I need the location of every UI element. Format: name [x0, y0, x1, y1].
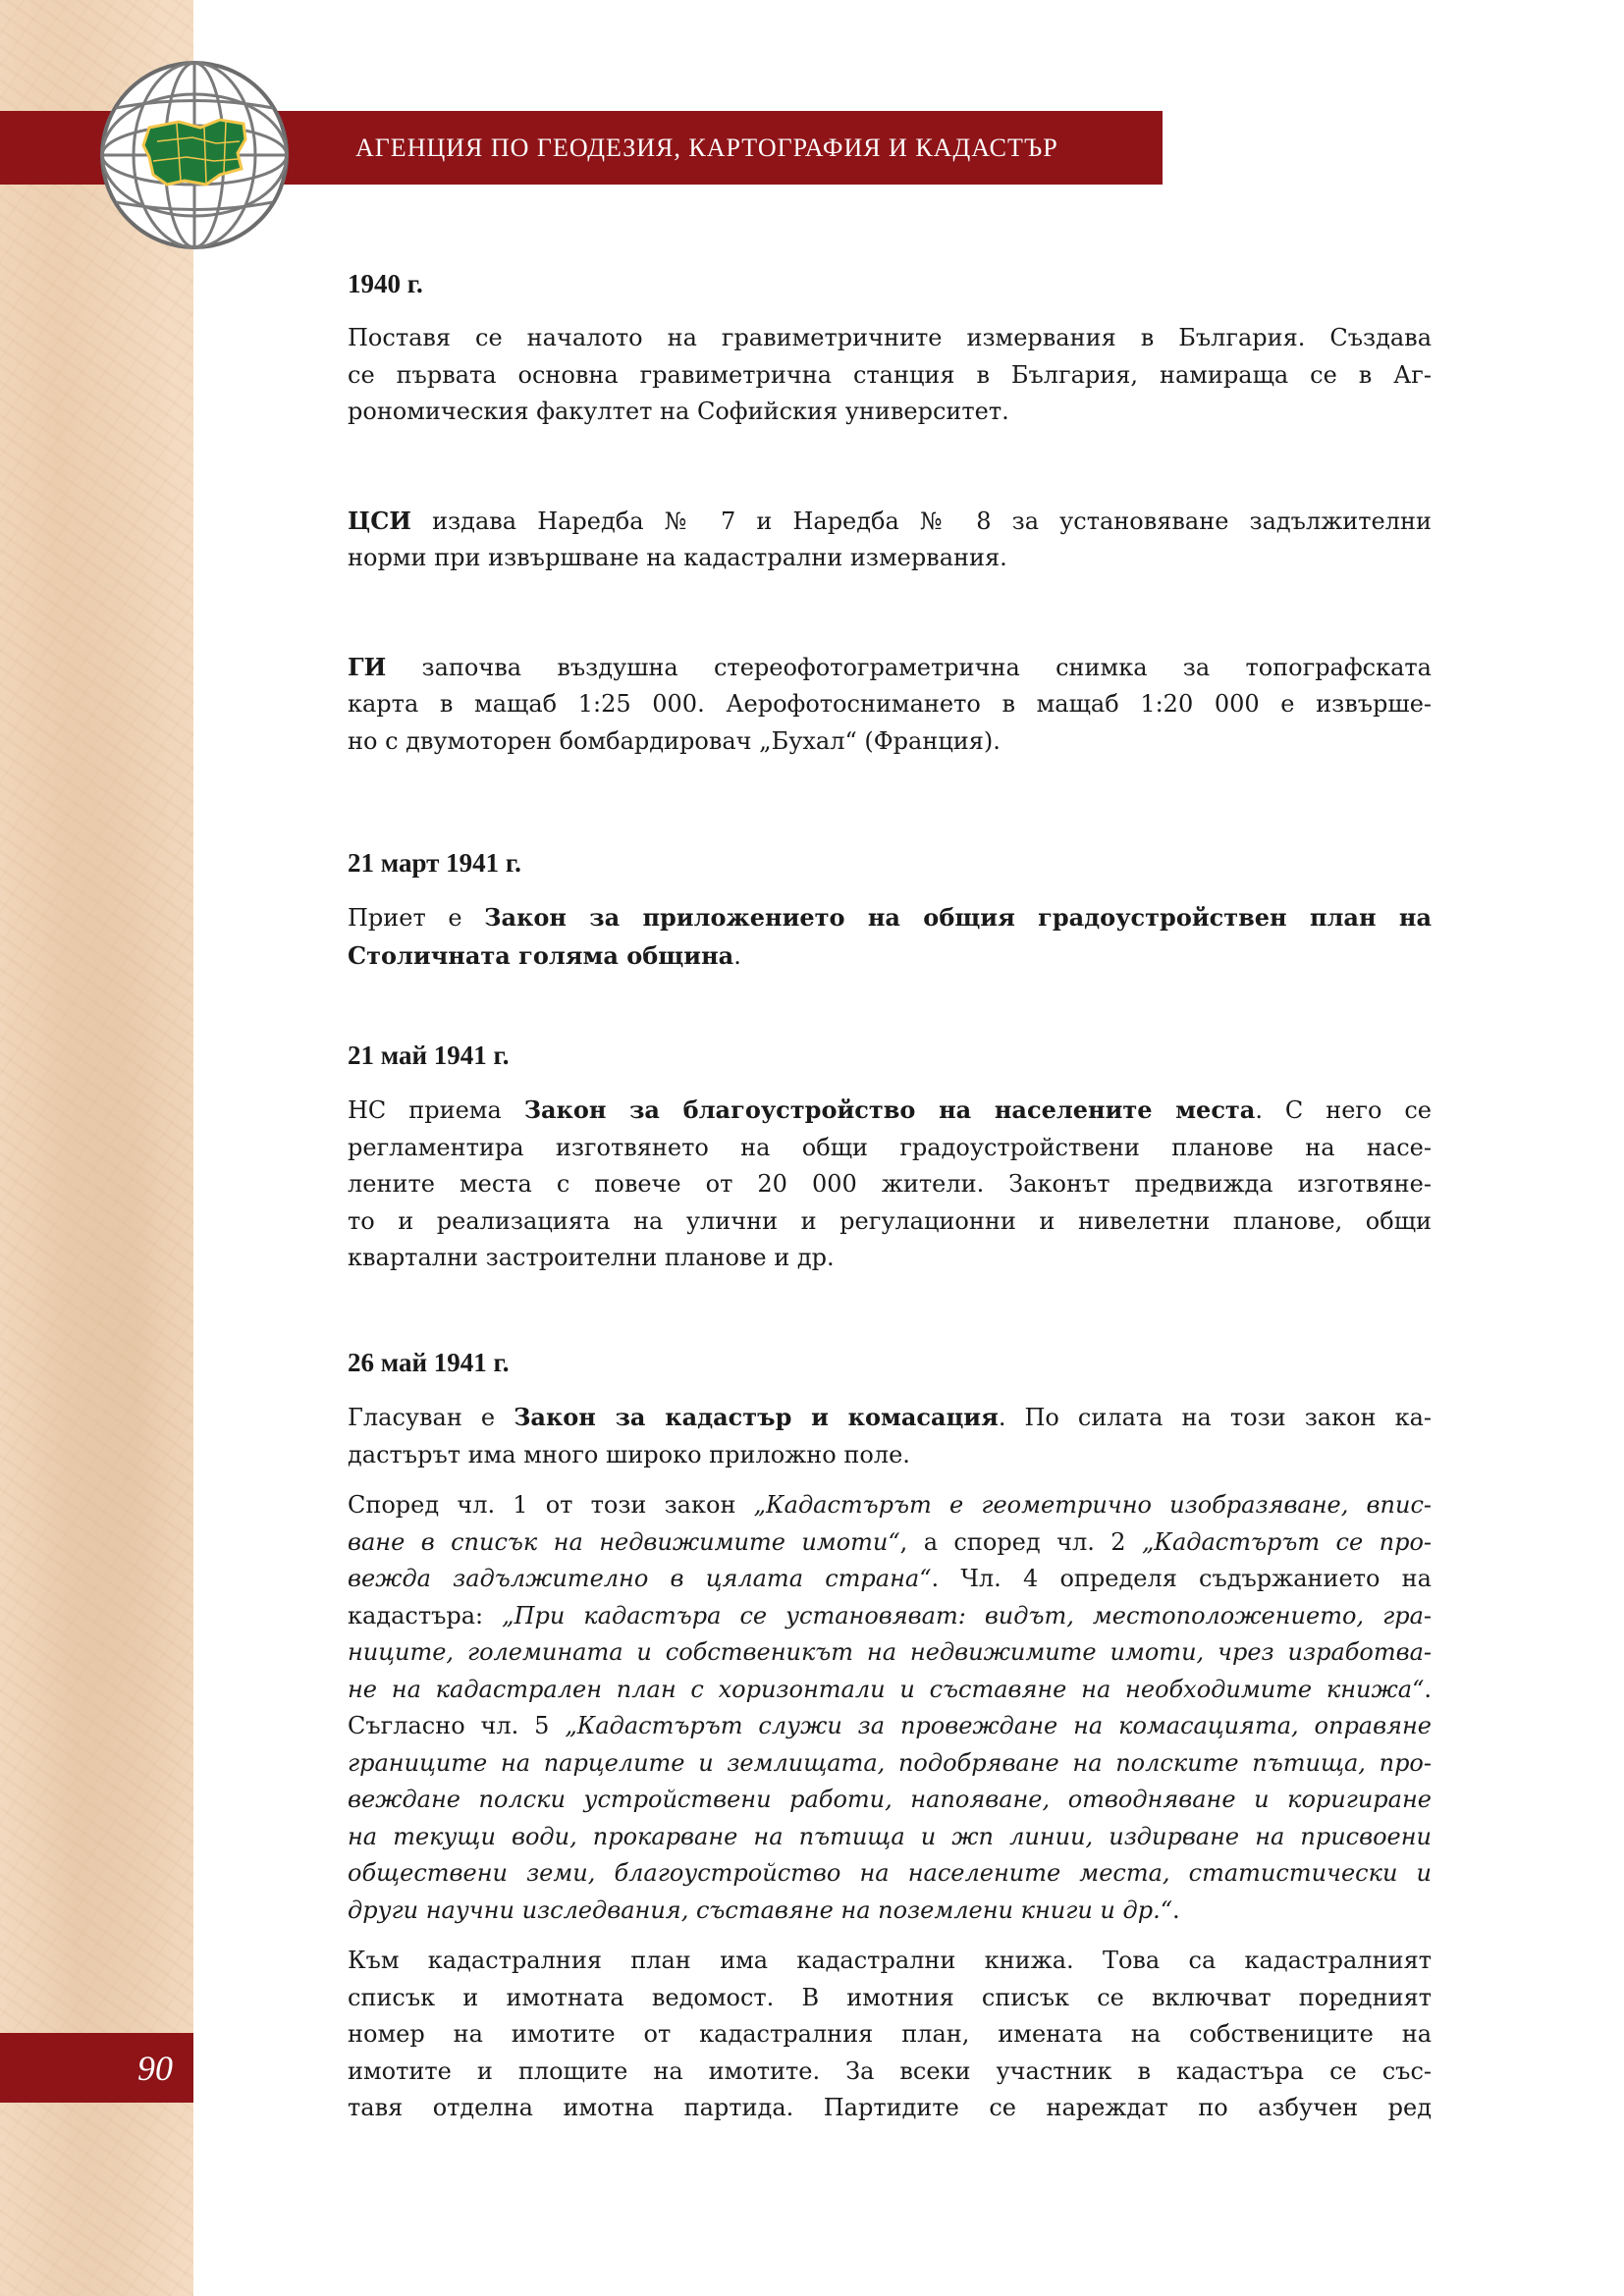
paragraph [348, 503, 1432, 577]
text-line: НС приема Закон за благоустройство на населените места. С него се [348, 1095, 1432, 1124]
section-heading: 1940 г. [348, 269, 423, 298]
text-line: но с двумоторен бомбардировач „Бухал“ (Франция). [348, 726, 1001, 755]
text-line: веждане полски устройствени работи, напояване, отводняване и коригиране [348, 1786, 1432, 1813]
text-line: Към кадастралния план има кадастрални книжа. Това са кадастралният [348, 1947, 1432, 1974]
text-line: ване в списък на недвижимите имоти“, а според чл. 2 „Кадастърът се про- [348, 1527, 1432, 1556]
text-line: Според чл. 1 от този закон „Кадастърът е геометрично изобразяване, впис- [348, 1491, 1432, 1519]
text-line: на текущи води, прокарване на пътища и жп линии, издирване на присвоени [348, 1822, 1432, 1850]
text-line: рономическия факултет на Софийския университет. [348, 398, 1009, 425]
agency-title: АГЕНЦИЯ ПО ГЕОДЕЗИЯ, КАРТОГРАФИЯ И КАДАСТЪР [355, 133, 1058, 162]
section-heading: 21 май 1941 г. [348, 1041, 510, 1070]
text-line: Столичната голяма община. [348, 940, 741, 970]
text-line: лените места с повече от 20 000 жители. Законът предвижда изготвяне- [348, 1170, 1432, 1198]
text-line: ниците, големината и собственикът на недвижимите имоти, чрез изработва- [348, 1638, 1432, 1666]
paragraph [348, 1487, 1432, 1929]
section-heading: 21 март 1941 г. [348, 848, 521, 878]
text-line: регламентира изготвянето на общи градоустройствени планове на насе- [348, 1133, 1432, 1161]
text-line: имотите и площите на имотите. За всеки участник в кадастъра се със- [348, 2056, 1432, 2085]
text-line: то и реализацията на улични и регулационни и нивелетни планове, общи [348, 1206, 1432, 1235]
text-line: ГИ започва въздушна стереофотограметрична снимка за топографската [348, 652, 1432, 681]
globe-logo-icon [98, 59, 291, 251]
text-line: норми при извършване на кадастрални измервания. [348, 544, 1007, 571]
text-line: квартални застроителни планове и др. [348, 1244, 835, 1271]
text-line: списък и имотната ведомост. В имотния списък се включват поредният [348, 1983, 1432, 2011]
paragraph [348, 320, 1432, 431]
text-line: границите на парцелите и землищата, подобряване на полските пътища, про- [348, 1748, 1432, 1777]
page-number: 90 [137, 2048, 173, 2088]
section-heading: 26 май 1941 г. [348, 1348, 510, 1377]
text-line: други научни изследвания, съставяне на поземлени книги и др.“. [348, 1896, 1180, 1924]
text-line: Приет е Закон за приложението на общия градоустройствен план на [348, 903, 1432, 932]
paragraph [348, 1399, 1432, 1473]
text-line: вежда задължително в цялата страна“. Чл. 4 определя съдържанието на [348, 1565, 1432, 1592]
text-line: обществени земи, благоустройство на населените места, статистически и [348, 1859, 1432, 1887]
text-line: Съгласно чл. 5 „Кадастърът служи за провеждане на комасацията, оправяне [348, 1712, 1432, 1739]
text-line: Гласуван е Закон за кадастър и комасация. По силата на този закон ка- [348, 1403, 1432, 1431]
paragraph [348, 899, 1432, 975]
text-line: карта в мащаб 1:25 000. Аерофотоснимането в мащаб 1:20 000 е извърше- [348, 690, 1432, 718]
paragraph [348, 1092, 1432, 1277]
text-line: тавя отделна имотна партида. Партидите се нареждат по азбучен ред [348, 2094, 1432, 2121]
paragraph [348, 1943, 1432, 2127]
text-line: не на кадастрален план с хоризонтали и съставяне на необходимите книжа“. [348, 1675, 1432, 1703]
text-line: дастърът има много широко приложно поле. [348, 1440, 910, 1468]
text-line: кадастъра: „При кадастъра се установяват: видът, местоположението, гра- [348, 1601, 1432, 1629]
text-line: номер на имотите от кадастралния план, имената на собствениците на [348, 2020, 1432, 2048]
paragraph [348, 649, 1432, 761]
text-line: ЦСИ издава Наредба № 7 и Наредба № 8 за установяване задължителни [348, 506, 1432, 535]
text-line: Поставя се началото на гравиметричните измервания в България. Създава [348, 324, 1432, 351]
text-line: се първата основна гравиметрична станция в България, намираща се в Аг- [348, 360, 1432, 389]
decorative-sidebar [0, 0, 193, 2296]
